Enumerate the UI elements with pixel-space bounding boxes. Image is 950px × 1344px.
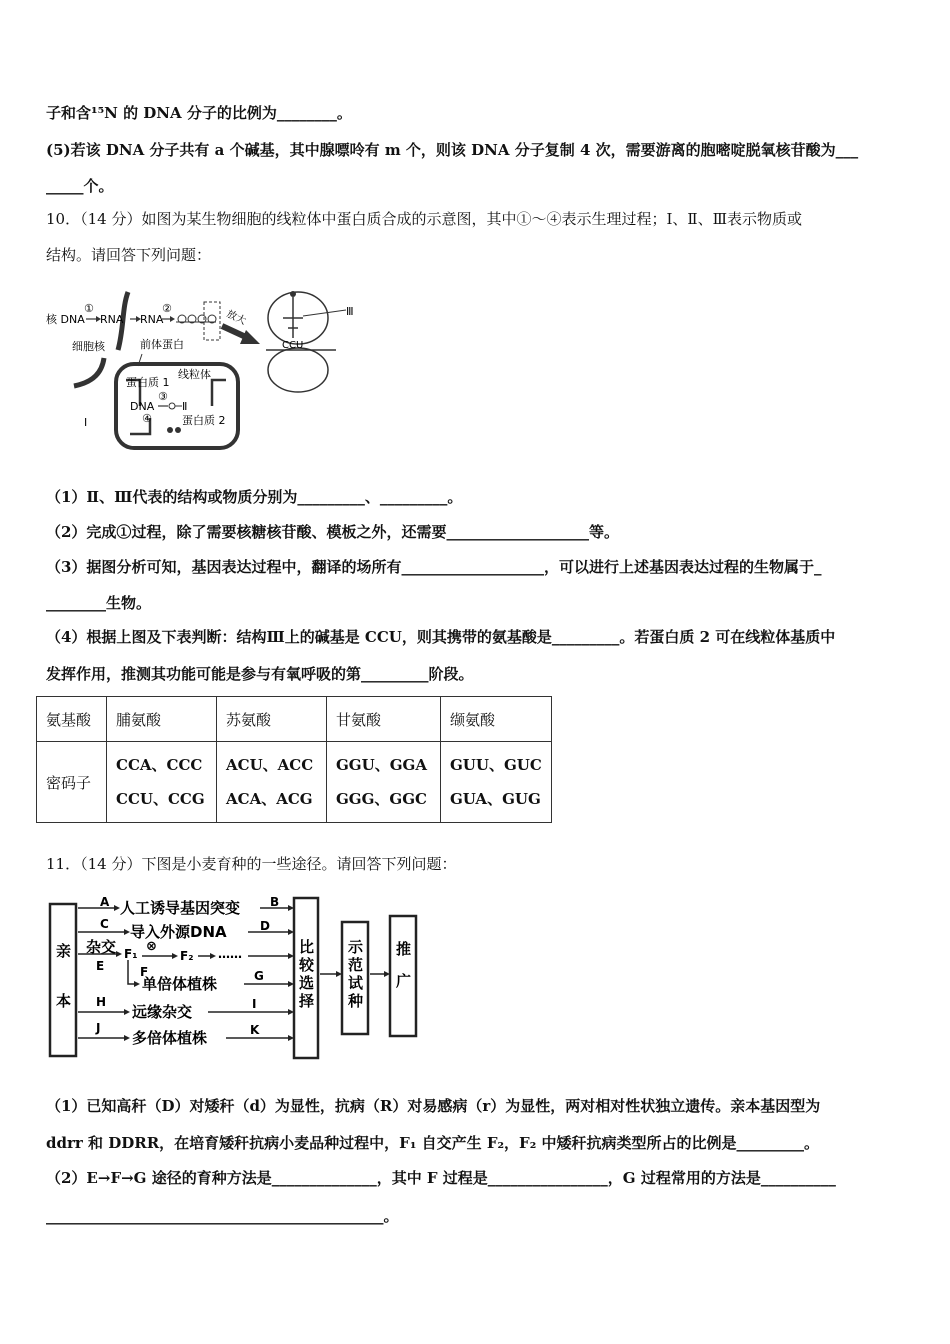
codon-text: GUA、GUG [450,790,541,808]
arrowhead-step2 [170,316,175,322]
label-G: G [254,969,264,983]
label-rna2: RNA [140,313,164,326]
demo-char-2: 范 [348,956,364,974]
parents-char-2: 本 [56,992,72,1010]
translation-ribosome-1 [167,427,173,433]
q9-sub5-line1: (5)若该 DNA 分子共有 a 个碱基，其中腺嘌呤有 m 个，则该 DNA 分子复制 4 次，需要游离的胞嘧啶脱氧核苷酸为___ [46,141,859,159]
label-C: C [100,917,109,931]
th-amino-acid: 氨基酸 [37,697,107,742]
arrowhead-E [116,951,122,957]
label-step1: ① [84,302,94,315]
label-H: H [96,995,107,1009]
compare-char-4: 择 [299,992,315,1010]
label-I: Ⅰ [84,416,88,429]
q10-mitochondria-figure [40,286,370,456]
label-rna1: RNA [100,313,124,326]
compare-char-2: 较 [299,956,315,974]
q10-stem-line1: 10．（14 分）如图为某生物细胞的线粒体中蛋白质合成的示意图，其中①～④表示生理过程；Ⅰ、Ⅱ、Ⅲ表示物质或 [46,210,803,228]
q9-ratio-line: 子和含¹⁵N 的 DNA 分子的比例为________。 [46,104,352,122]
arrowhead-self [172,953,178,959]
q10-stem-line2: 结构。请回答下列问题： [46,246,212,264]
demo-char-1: 示 [348,938,364,956]
codon-table-header [37,697,552,742]
q11-stem: 11．（14 分）下图是小麦育种的一些途径。请回答下列问题： [46,855,457,873]
ellipsis: …… [218,947,242,961]
label-III: Ⅲ [346,305,354,318]
path-A-label: 人工诱导基因突变 [120,899,241,917]
th-proline: 脯氨酸 [107,697,217,742]
path-J-label: 多倍体植株 [132,1029,208,1047]
q11-sub1-line2: ddrr 和 DDRR，在培育矮秆抗病小麦品种过程中，F₁ 自交产生 F₂，F₂ 中矮秆抗病类型所占的比例是_________。 [46,1134,820,1152]
codon-text: GUU、GUC [450,756,542,774]
label-anticodon: CCU [282,340,304,351]
label-step2: ② [162,302,172,315]
label-B: B [270,895,280,909]
arrowhead-F [134,981,140,987]
box-parents [50,904,76,1056]
th-glycine: 甘氨酸 [327,697,441,742]
codon-text: ACA、ACG [226,790,313,808]
path-C-label: 导入外源DNA [130,923,227,941]
label-E: E [96,959,105,973]
label-J: J [96,1021,101,1035]
label-precursor: 前体蛋白 [140,338,184,351]
cross-label: 杂交 [86,938,117,956]
path-H-label: 远缘杂交 [132,1003,193,1021]
label-mito-dna: DNA [130,400,155,413]
label-II: Ⅱ [182,400,188,413]
nuclear-membrane-bottom [74,358,104,386]
codon-text: GGU、GGA [336,756,427,774]
arrowhead-H [124,1009,130,1015]
q9-sub5-line2: _____个。 [46,177,114,195]
arrowhead-F2 [210,953,216,959]
selfing-symbol: ⊗ [146,939,157,954]
compare-char-3: 选 [299,974,315,992]
label-protein2: 蛋白质 2 [182,414,226,427]
codon-text: GGG、GGC [336,790,427,808]
q11-sub2-line1: （2）E→F→G 途径的育种方法是______________，其中 F 过程是________________，G 过程常用的方法是__________ [46,1169,836,1187]
codons-threonine [217,742,327,823]
label-nuclear-dna: 核 DNA [46,313,85,326]
enlarge-box [204,302,220,340]
q10-sub2: （2）完成①过程，除了需要核糖核苷酸、模板之外，还需要___________________等。 [46,523,619,541]
promote-char-2: 广 [396,972,412,990]
th-threonine: 苏氨酸 [217,697,327,742]
label-nucleus: 细胞核 [72,340,105,353]
codon-table [36,696,552,823]
label-F: F [140,965,149,979]
path-F-label: 单倍体植株 [142,975,218,993]
label-A: A [100,895,110,909]
promote-char-1: 推 [396,940,412,958]
codon-text: CCA、CCC [116,756,203,774]
codons-glycine [327,742,441,823]
label-F1: F₁ [124,947,138,961]
amino-acid [290,291,296,297]
label-F2: F₂ [180,949,194,963]
codon-table-row [37,742,552,823]
label-D: D [260,919,270,933]
q10-sub3-line2: ________生物。 [46,594,152,612]
translation-ribosome-2 [175,427,181,433]
row-label-codon: 密码子 [37,742,107,823]
demo-char-4: 种 [348,992,364,1010]
pointer-III [303,310,346,316]
demo-char-3: 试 [348,974,364,992]
codon-text: ACU、ACC [226,756,314,774]
q10-sub3-line1: （3）据图分析可知，基因表达过程中，翻译的场所有___________________，可以进行上述基因表达过程的生物属于_ [46,558,822,576]
arrow-F [128,960,134,984]
th-valine: 缬氨酸 [441,697,552,742]
q10-sub4-line1: （4）根据上图及下表判断：结构Ⅲ上的碱基是 CCU，则其携带的氨基酸是_________。若蛋白质 2 可在线粒体基质中 [46,628,836,646]
label-step3: ③ [158,390,168,403]
label-protein1: 蛋白质 1 [126,376,170,389]
q10-sub4-line2: 发挥作用，推测其功能可能是参与有氧呼吸的第_________阶段。 [46,665,474,683]
q10-sub1: （1）Ⅱ、Ⅲ代表的结构或物质分别为_________、_________。 [46,488,463,506]
q11-breeding-figure [48,890,420,1062]
label-mito: 线粒体 [178,368,211,381]
codons-valine [441,742,552,823]
q11-sub2-line2: _____________________________________________。 [46,1207,399,1225]
label-step4: ④ [142,412,152,425]
small-subunit [268,348,328,392]
label-K: K [250,1023,260,1037]
codon-text: CCU、CCG [116,790,205,808]
codons-proline [107,742,217,823]
compare-char-1: 比 [299,938,315,956]
label-enlarge: 放大 [224,308,248,328]
q11-sub1-line1: （1）已知高秆（D）对矮秆（d）为显性，抗病（R）对易感病（r）为显性，两对相对性状独立遗传。亲本基因型为 [46,1097,821,1115]
mito-ribosome [169,403,175,409]
label-I: I [252,997,257,1011]
arrowhead-J [124,1035,130,1041]
parents-char-1: 亲 [56,942,72,960]
enlarge-arrowhead [240,330,260,344]
